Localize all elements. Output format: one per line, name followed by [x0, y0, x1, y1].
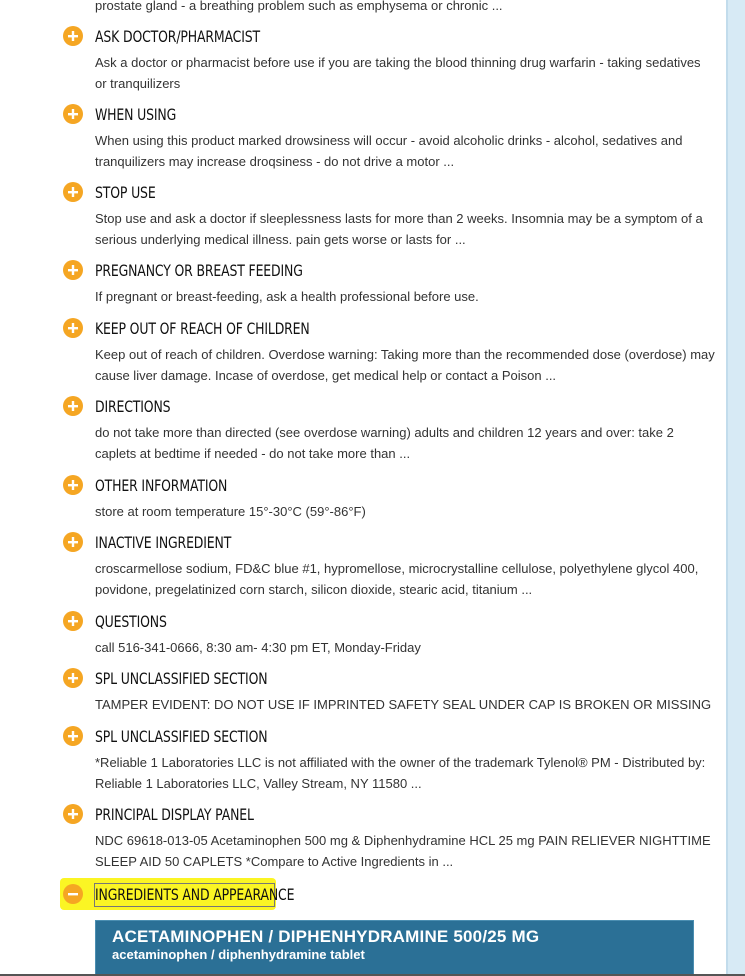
section-title: SPL UNCLASSIFIED SECTION — [95, 727, 268, 746]
section-text: croscarmellose sodium, FD&C blue #1, hypromellose, microcrystalline cellulose, polyethylene glycol 400, povidone, pregelatinized corn starch, silicon dioxide, stearic acid, titanium ... — [95, 561, 699, 597]
section-title: INGREDIENTS AND APPEARANCE — [95, 885, 295, 904]
section-text: TAMPER EVIDENT: DO NOT USE IF IMPRINTED SAFETY SEAL UNDER CAP IS BROKEN OR MISSING — [95, 697, 712, 712]
section-text-fragment: prostate gland - a breathing problem such as emphysema or chronic ... — [95, 0, 503, 13]
product-name: ACETAMINOPHEN / DIPHENHYDRAMINE 500/25 MG — [112, 927, 540, 946]
plus-circle-icon[interactable] — [63, 260, 83, 280]
minus-circle-icon[interactable] — [63, 884, 83, 904]
plus-circle-icon[interactable] — [63, 804, 83, 824]
right-sidebar-edge — [726, 0, 745, 976]
plus-circle-icon[interactable] — [63, 611, 83, 631]
plus-circle-icon[interactable] — [63, 26, 83, 46]
section-title: SPL UNCLASSIFIED SECTION — [95, 669, 268, 688]
section-text: Keep out of reach of children. Overdose warning: Taking more than the recommended dose (overdose) may cause liver damage. Incase of overdose, get medical help or contact a Poison ... — [95, 347, 715, 383]
section-title: WHEN USING — [95, 105, 177, 124]
plus-circle-icon[interactable] — [63, 668, 83, 688]
section-text: *Reliable 1 Laboratories LLC is not affiliated with the owner of the trademark Tylenol® PM - Distributed by: Reliable 1 Laboratories LLC, Valley Stream, NY 11580 ... — [95, 755, 706, 791]
section-title: PRINCIPAL DISPLAY PANEL — [95, 805, 254, 824]
section-title: ASK DOCTOR/PHARMACIST — [95, 27, 260, 46]
plus-circle-icon[interactable] — [63, 104, 83, 124]
section-text: NDC 69618-013-05 Acetaminophen 500 mg & Diphenhydramine HCL 25 mg PAIN RELIEVER NIGHTTIME SLEEP AID 50 CAPLETS *Compare to Active Ingredients in ... — [95, 833, 711, 869]
section-title: DIRECTIONS — [95, 397, 171, 416]
section-title: KEEP OUT OF REACH OF CHILDREN — [95, 319, 310, 338]
plus-circle-icon[interactable] — [63, 396, 83, 416]
section-text: do not take more than directed (see overdose warning) adults and children 12 years and over: take 2 caplets at bedtime if needed - do not take more than ... — [95, 425, 674, 461]
section-text: If pregnant or breast-feeding, ask a health professional before use. — [95, 289, 479, 304]
plus-circle-icon[interactable] — [63, 318, 83, 338]
product-subtitle: acetaminophen / diphenhydramine tablet — [112, 947, 365, 962]
section-title: STOP USE — [95, 183, 156, 202]
plus-circle-icon[interactable] — [63, 182, 83, 202]
product-header-panel — [95, 920, 694, 976]
plus-circle-icon[interactable] — [63, 726, 83, 746]
section-title: QUESTIONS — [95, 612, 167, 631]
plus-circle-icon[interactable] — [63, 532, 83, 552]
section-text: When using this product marked drowsiness will occur - avoid alcoholic drinks - alcohol, sedatives and tranquilizers may increase droqsiness - do not drive a motor ... — [95, 133, 683, 169]
section-text: Ask a doctor or pharmacist before use if you are taking the blood thinning drug warfarin - taking sedatives or tranquilizers — [95, 55, 701, 91]
section-title: INACTIVE INGREDIENT — [95, 533, 232, 552]
section-text: store at room temperature 15°-30°C (59°-86°F) — [95, 504, 366, 519]
section-title: PREGNANCY OR BREAST FEEDING — [95, 261, 303, 280]
section-title: OTHER INFORMATION — [95, 476, 228, 495]
plus-circle-icon[interactable] — [63, 475, 83, 495]
section-text: Stop use and ask a doctor if sleeplessness lasts for more than 2 weeks. Insomnia may be a symptom of a serious underlying medical illness. pain gets worse or lasts for ... — [95, 211, 703, 247]
section-text: call 516-341-0666, 8:30 am- 4:30 pm ET, Monday-Friday — [95, 640, 421, 655]
